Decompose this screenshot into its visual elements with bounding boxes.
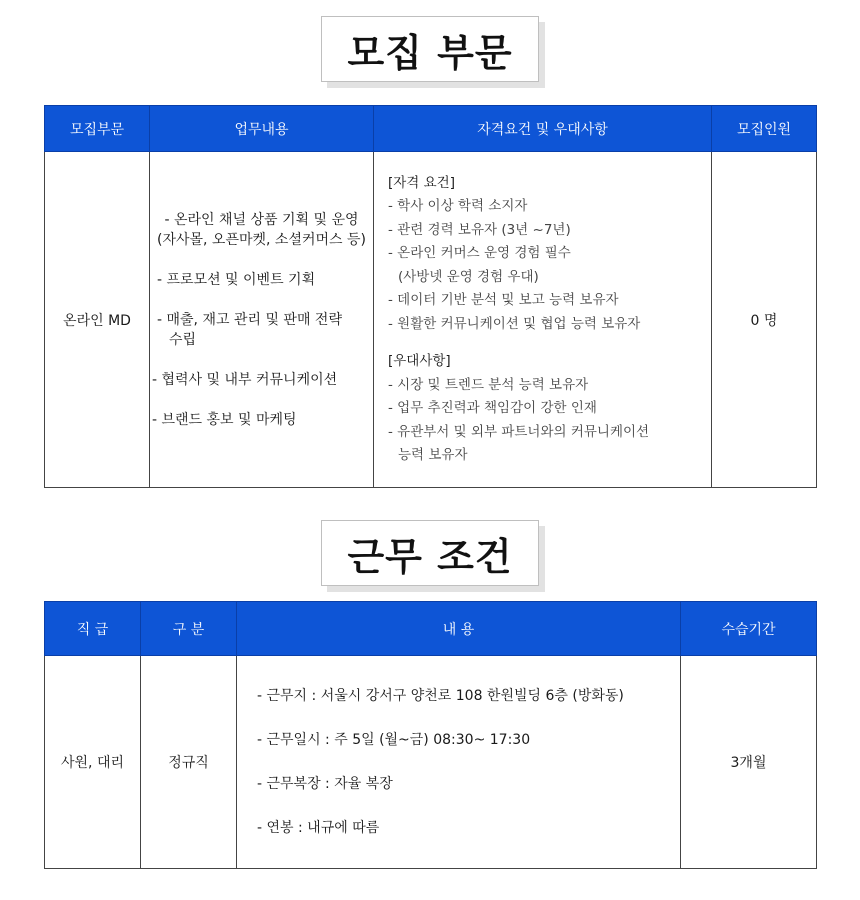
duty-line: (자사몰, 오픈마켓, 소셜커머스 등) xyxy=(157,231,366,248)
header-qualifications: 자격요건 및 우대사항 xyxy=(374,106,712,152)
header-position: 직 급 xyxy=(45,602,141,656)
preference-item: - 업무 추진력과 책임감이 강한 인재 xyxy=(388,400,597,416)
qualifications-cell xyxy=(374,152,712,488)
header-details: 내 용 xyxy=(237,602,681,656)
department-cell: 온라인 MD xyxy=(45,152,150,488)
duty-line: - 온라인 채널 상품 기획 및 운영 xyxy=(164,211,359,228)
duty-line: - 협력사 및 내부 커뮤니케이션 xyxy=(152,371,338,388)
header-headcount: 모집인원 xyxy=(712,106,817,152)
detail-hours: - 근무일시 : 주 5일 (월~금) 08:30~ 17:30 xyxy=(257,732,531,748)
conditions-header-row xyxy=(45,602,817,656)
conditions-title-wrap xyxy=(0,520,860,586)
qualifications-title: [자격 요건] xyxy=(388,174,455,191)
recruit-table xyxy=(44,105,817,488)
detail-salary: - 연봉 : 내규에 따름 xyxy=(257,820,380,836)
preference-item: - 유관부서 및 외부 파트너와의 커뮤니케이션 xyxy=(388,423,650,440)
probation-cell: 3개월 xyxy=(681,656,817,869)
type-cell: 정규직 xyxy=(141,656,237,869)
duty-line: - 브랜드 홍보 및 마케팅 xyxy=(152,411,297,428)
recruit-header-row xyxy=(45,106,817,152)
detail-workplace: - 근무지 : 서울시 강서구 양천로 108 한원빌딩 6층 (방화동) xyxy=(257,688,624,704)
recruit-section-title: 모집 부문 xyxy=(321,16,539,82)
header-department: 모집부문 xyxy=(45,106,150,152)
qualification-item: - 데이터 기반 분석 및 보고 능력 보유자 xyxy=(388,292,619,308)
duty-line: - 프로모션 및 이벤트 기획 xyxy=(157,271,316,288)
position-cell: 사원, 대리 xyxy=(45,656,141,869)
qualification-item: - 관련 경력 보유자 (3년 ~7년) xyxy=(388,221,571,238)
details-cell xyxy=(237,656,681,869)
qualification-item: (사방넷 운영 경험 우대) xyxy=(398,268,539,285)
headcount-cell: 0 명 xyxy=(712,152,817,488)
duty-line: - 매출, 재고 관리 및 판매 전략 xyxy=(157,311,342,328)
conditions-section-title: 근무 조건 xyxy=(321,520,539,586)
qualification-item: - 원활한 커뮤니케이션 및 협업 능력 보유자 xyxy=(388,315,641,332)
preference-item: 능력 보유자 xyxy=(398,447,468,463)
conditions-table xyxy=(44,601,817,869)
qualification-item: - 학사 이상 학력 소지자 xyxy=(388,198,528,214)
recruit-row xyxy=(45,152,817,488)
qualification-item: - 온라인 커머스 운영 경험 필수 xyxy=(388,245,571,261)
duty-item xyxy=(152,410,371,430)
header-type: 구 분 xyxy=(141,602,237,656)
duty-item xyxy=(152,270,371,290)
duty-line: 수립 xyxy=(169,331,197,348)
conditions-row xyxy=(45,656,817,869)
duty-item xyxy=(152,370,371,390)
duties-cell xyxy=(150,152,374,488)
spacer xyxy=(388,336,701,350)
header-probation: 수습기간 xyxy=(681,602,817,656)
recruit-title-wrap xyxy=(0,16,860,82)
preference-item: - 시장 및 트렌드 분석 능력 보유자 xyxy=(388,376,589,393)
detail-dress: - 근무복장 : 자율 복장 xyxy=(257,776,393,792)
preferences-title: [우대사항] xyxy=(388,353,451,369)
duty-item xyxy=(152,310,371,350)
header-duties: 업무내용 xyxy=(150,106,374,152)
duty-item xyxy=(152,210,371,250)
